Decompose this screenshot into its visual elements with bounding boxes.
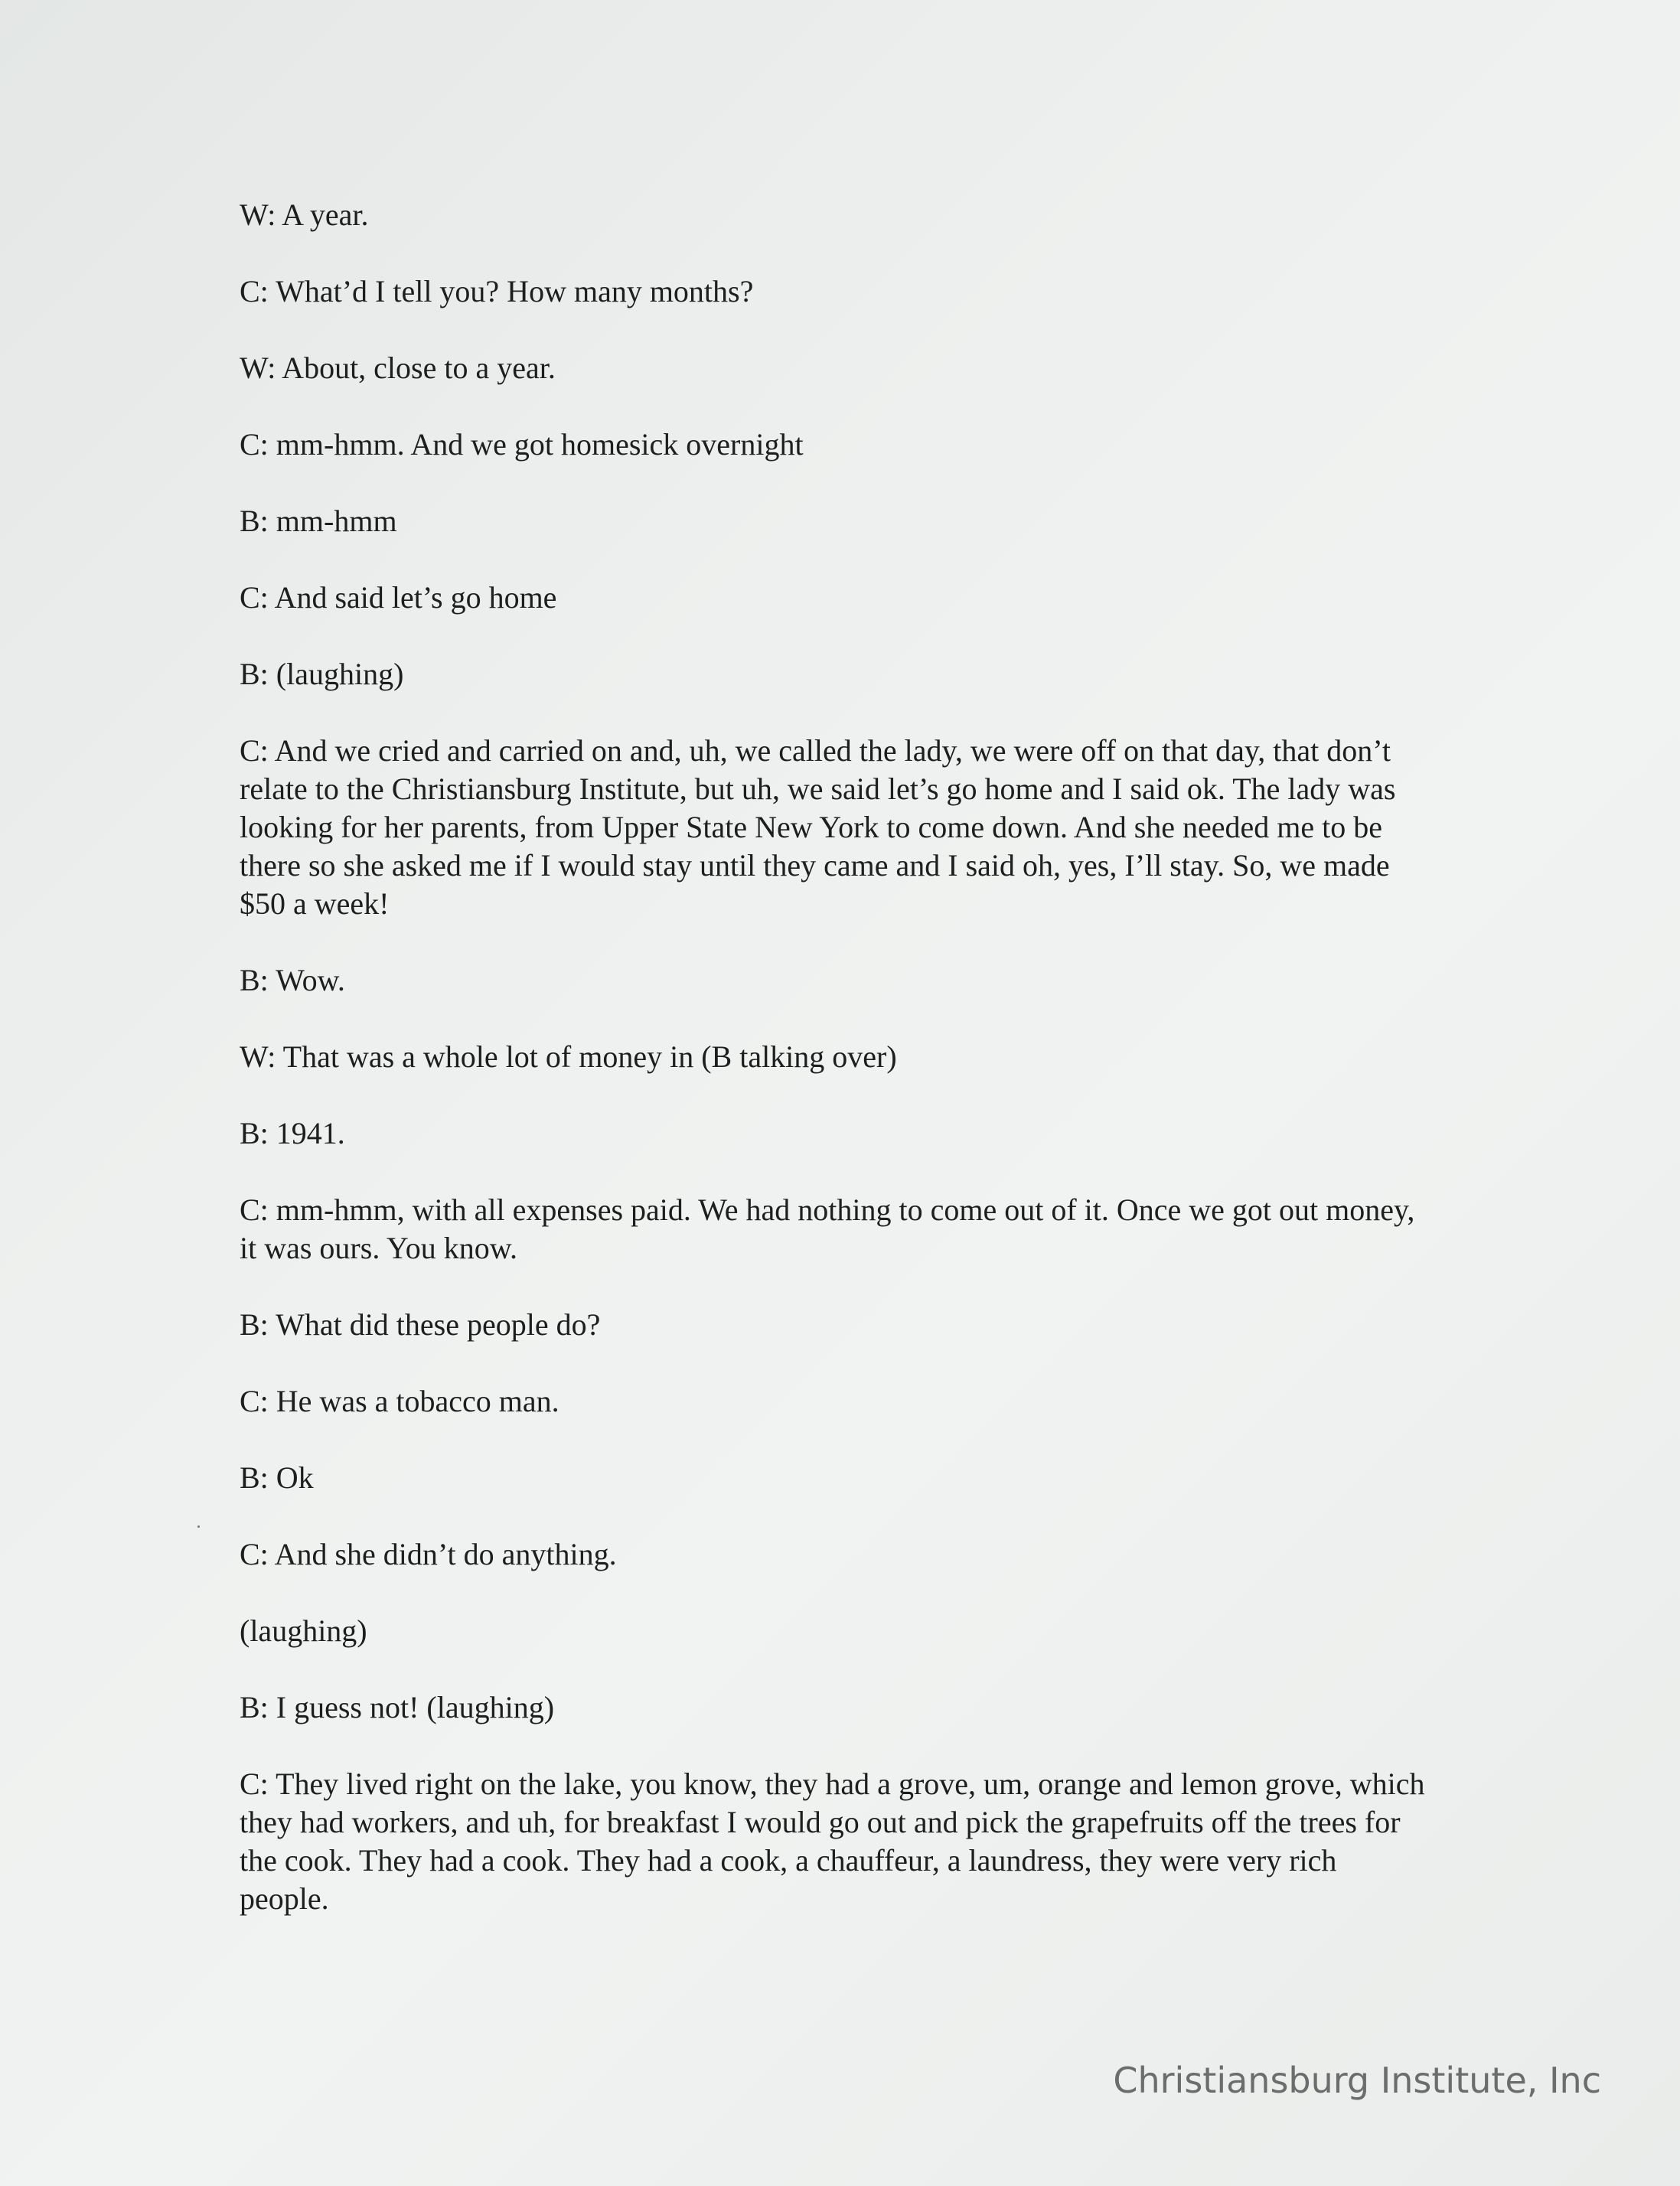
transcript-line: C: mm-hmm. And we got homesick overnight xyxy=(240,427,804,462)
paper-speck xyxy=(197,1525,200,1528)
transcript-line: B: mm-hmm xyxy=(240,504,397,538)
transcript-line: C: What’d I tell you? How many months? xyxy=(240,274,754,308)
transcript-line: (laughing) xyxy=(240,1613,367,1648)
transcript-line: B: Ok xyxy=(240,1460,314,1495)
transcript-line: B: 1941. xyxy=(240,1116,345,1150)
transcript-line: C: He was a tobacco man. xyxy=(240,1384,559,1418)
transcript-line: C: And said let’s go home xyxy=(240,580,557,615)
transcript-line: B: (laughing) xyxy=(240,657,404,691)
transcript-line: B: I guess not! (laughing) xyxy=(240,1690,555,1724)
transcript-paragraph: C: And we cried and carried on and, uh, we called the lady, we were off on that day, that don’t relate to the Christiansburg Institute, but uh, we said let’s go home and I said ok. The lady was looking for her parents, from Upper State New York to come down. And she needed me to be there so she asked me if I would stay until they came and I said oh, yes, I’ll stay. So, we made $50 a week! xyxy=(240,733,1396,921)
transcript-line: W: That was a whole lot of money in (B talking over) xyxy=(240,1039,897,1074)
transcript-line: C: And she didn’t do anything. xyxy=(240,1537,617,1571)
transcript-paragraph: C: They lived right on the lake, you know, they had a grove, um, orange and lemon grove, which they had workers, and uh, for breakfast I would go out and pick the grapefruits off the trees for the cook. They had a cook. They had a cook, a chauffeur, a laundress, they were very rich people. xyxy=(240,1767,1425,1916)
transcript-line: B: Wow. xyxy=(240,963,345,997)
transcript-paragraph: C: mm-hmm, with all expenses paid. We had nothing to come out of it. Once we got out money, it was ours. You know. xyxy=(240,1193,1415,1265)
transcript-line: W: About, close to a year. xyxy=(240,351,556,385)
transcript-line: B: What did these people do? xyxy=(240,1307,601,1342)
transcript-body xyxy=(240,196,1434,1918)
transcript-line: W: A year. xyxy=(240,197,369,232)
watermark: Christiansburg Institute, Inc xyxy=(1113,2060,1601,2101)
